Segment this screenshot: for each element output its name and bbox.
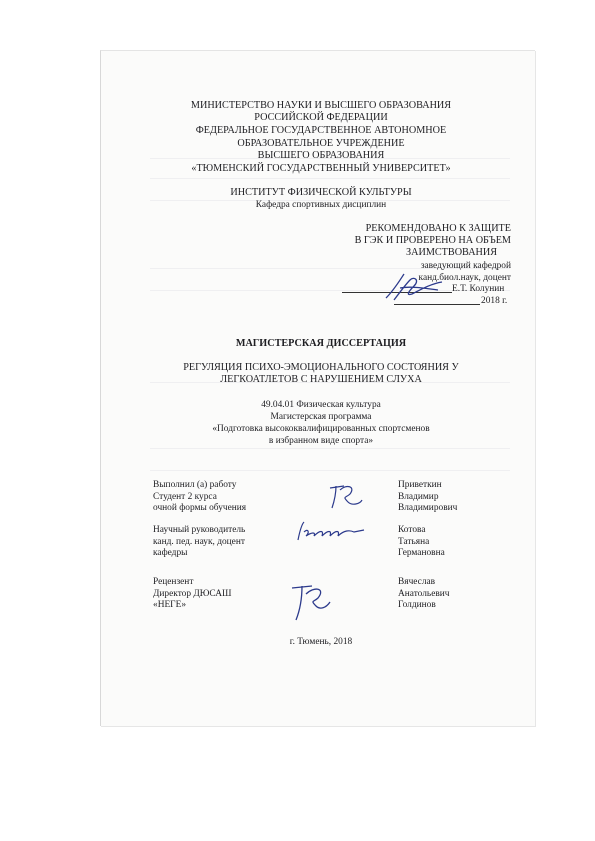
bleed-through-line: [150, 178, 510, 179]
specialty-code: 49.04.01 Физическая культура: [261, 400, 381, 410]
institute-name: ИНСТИТУТ ФИЗИЧЕСКОЙ КУЛЬТУРЫ: [230, 187, 412, 198]
approval-year: 2018 г.: [481, 296, 508, 306]
student-role-line: очной формы обучения: [153, 503, 247, 514]
program-label: Магистерская программа: [270, 412, 372, 422]
approval-line-3: ЗАИМСТВОВАНИЯ: [406, 247, 498, 258]
student-role-line: Выполнил (а) работу: [153, 480, 237, 490]
student-name-line: Владимир: [398, 491, 439, 502]
student-role: [153, 480, 246, 515]
supervisor-role-line: канд. пед. наук, доцент: [153, 536, 245, 547]
head-of-department-signature: [380, 270, 450, 304]
reviewer-name-line: Анатольевич: [398, 588, 450, 599]
program-name-line-2: в избранном виде спорта»: [268, 436, 374, 446]
department-name: Кафедра спортивных дисциплин: [255, 200, 387, 210]
reviewer-role: [153, 577, 231, 612]
bleed-through-line: [150, 470, 510, 471]
student-name-line: Приветкин: [398, 480, 442, 490]
university-line-3: ВЫСШЕГО ОБРАЗОВАНИЯ: [257, 150, 385, 161]
ministry-line-1: МИНИСТЕРСТВО НАУКИ И ВЫСШЕГО ОБРАЗОВАНИЯ: [190, 100, 452, 111]
supervisor-role-line: кафедры: [153, 548, 188, 559]
approval-line-1: РЕКОМЕНДОВАНО К ЗАЩИТЕ: [365, 223, 511, 234]
approval-degree: канд.биол.наук, доцент: [418, 273, 511, 283]
university-line-1: ФЕДЕРАЛЬНОЕ ГОСУДАРСТВЕННОЕ АВТОНОМНОЕ: [195, 125, 447, 136]
reviewer-name-line: Вячеслав: [398, 577, 436, 587]
university-name: «ТЮМЕНСКИЙ ГОСУДАРСТВЕННЫЙ УНИВЕРСИТЕТ»: [191, 163, 451, 174]
reviewer-role-line: Директор ДЮСАШ: [153, 588, 232, 599]
student-role-line: Студент 2 курса: [153, 491, 217, 502]
approval-line-2: В ГЭК И ПРОВЕРЕНО НА ОБЪЕМ: [354, 235, 511, 246]
university-line-2: ОБРАЗОВАТЕЛЬНОЕ УЧРЕЖДЕНИЕ: [237, 138, 405, 149]
thesis-title-line-2: ЛЕГКОАТЛЕТОВ С НАРУШЕНИЕМ СЛУХА: [220, 374, 422, 385]
reviewer-role-line: Рецензент: [153, 577, 194, 587]
approval-role: заведующий кафедрой: [420, 261, 511, 271]
student-name-line: Владимирович: [398, 503, 458, 514]
student-signature: [326, 480, 366, 512]
thesis-title-line-1: РЕГУЛЯЦИЯ ПСИХО-ЭМОЦИОНАЛЬНОГО СОСТОЯНИЯ У: [183, 362, 459, 373]
program-name-line-1: «Подготовка высококвалифицированных спортсменов: [212, 424, 430, 434]
reviewer-signature: [288, 580, 334, 624]
reviewer-role-line: «НЕГЕ»: [153, 600, 187, 611]
reviewer-name-line: Голдинов: [398, 600, 436, 611]
supervisor-name: [398, 525, 445, 560]
supervisor-signature: [294, 518, 370, 546]
supervisor-name-line: Татьяна: [398, 536, 430, 547]
thesis-type: МАГИСТЕРСКАЯ ДИССЕРТАЦИЯ: [235, 338, 407, 349]
city-year: г. Тюмень, 2018: [289, 637, 353, 647]
approval-date-line: [394, 304, 480, 305]
reviewer-name: [398, 577, 450, 612]
supervisor-role: [153, 525, 245, 560]
approval-name: Е.Т. Колунин: [452, 284, 505, 294]
supervisor-name-line: Котова: [398, 525, 426, 535]
supervisor-name-line: Германовна: [398, 548, 445, 559]
ministry-line-2: РОССИЙСКОЙ ФЕДЕРАЦИИ: [254, 112, 388, 123]
student-name: [398, 480, 457, 515]
supervisor-role-line: Научный руководитель: [153, 525, 246, 535]
bleed-through-line: [150, 448, 510, 449]
